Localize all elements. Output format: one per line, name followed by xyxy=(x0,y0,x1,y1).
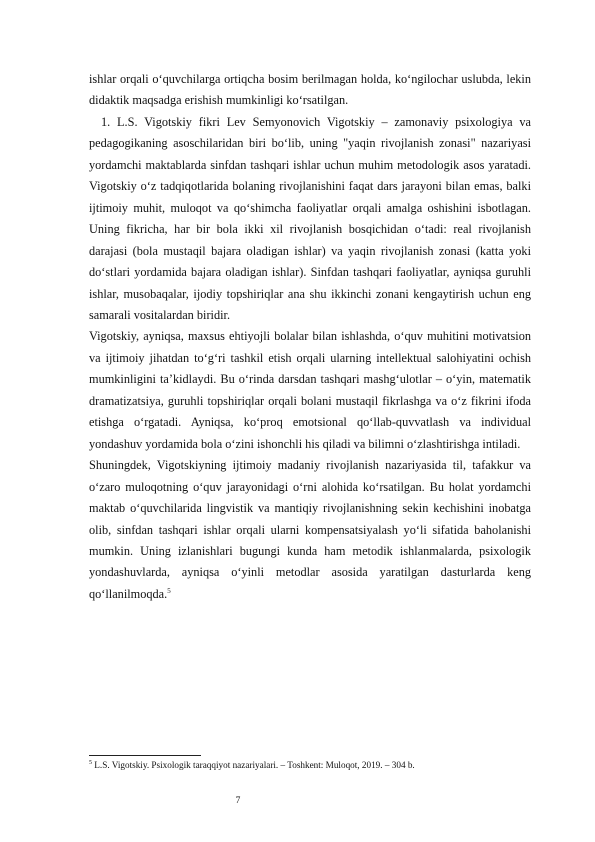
footnote xyxy=(89,759,531,771)
footnote-number: 5 xyxy=(89,759,92,766)
footnote-divider xyxy=(89,755,201,756)
paragraph-sociocultural-theory xyxy=(89,455,531,605)
footnote-text: L.S. Vigotskiy. Psixologik taraqqiyot nazariyalari. – Toshkent: Muloqot, 2019. – 304 b. xyxy=(92,760,415,770)
paragraph-continuation: ishlar orqali o‘quvchilarga ortiqcha bosim berilmagan holda, ko‘ngilochar uslubda, lekin didaktik maqsadga erishish mumkinligi ko‘rsatilgan. xyxy=(89,72,531,108)
page-number: 7 xyxy=(235,796,241,806)
paragraph-vigotskiy-view: 1. L.S. Vigotskiy fikri Lev Semyonovich Vigotskiy – zamonaviy psixologiya va pedagogikaning asoschilaridan biri bo‘lib, uning "yaqin rivojlanish zonasi" nazariyasi yordamchi maktablarda sinfdan tashqari ishlar uchun muhim metodologik asos yaratadi. Vigotskiy o‘z tadqiqotlarida bolaning rivojlanishini faqat dars jarayoni bilan emas, balki ijtimoiy muhit, muloqot va qo‘shimcha faoliyatlar orqali amalga oshishini isbotlagan. Uning fikricha, har bir bola ikki xil rivojlanish bosqichidan o‘tadi: real rivojlanish darajasi (bola mustaqil bajara oladigan ishlar) va yaqin rivojlanish zonasi (katta yoki do‘stlari yordamida bajara oladigan ishlar). Sinfdan tashqari faoliyatlar, ayniqsa guruhli ishlar, musobaqalar, ijodiy topshiriqlar ana shu ikkinchi zonani kengaytirish uchun eng samarali vositalardan biridir. xyxy=(89,114,531,322)
paragraph-special-needs: Vigotskiy, ayniqsa, maxsus ehtiyojli bolalar bilan ishlashda, o‘quv muhitini motivatsion va ijtimoiy jihatdan to‘g‘ri tashkil etish orqali ularning intellektual salohiyatini ochish mumkinligini ta’kidlaydi. Bu o‘rinda darsdan tashqari mashg‘ulotlar – o‘yin, matematik dramatizatsiya, guruhli topshiriqlar orqali bolani mustaqil fikrlashga va o‘z fikrini ifoda etishga o‘rgatadi. Ayniqsa, ko‘proq emotsional qo‘llab-quvvatlash va individual yondashuv yordamida bola o‘zini ishonchli his qiladi va bilimni o‘zlashtirishga intiladi. xyxy=(89,329,531,451)
document-body xyxy=(89,69,531,605)
footnote-reference[interactable]: 5 xyxy=(167,586,171,595)
paragraph-sociocultural-text: Shuningdek, Vigotskiyning ijtimoiy madaniy rivojlanish nazariyasida til, tafakkur va o‘zaro muloqotning o‘quv jarayonidagi o‘rni alohida ko‘rsatilgan. Bu holat yordamchi maktab o‘quvchilarida lingvistik va mantiqiy rivojlanishning sekin kechishini inobatga olib, sinfdan tashqari ishlar orqali ularni kompensatsiyalash yo‘li sifatida baholanishi mumkin. Uning izlanishlari bugungi kunda ham metodik ishlanmalarda, psixologik yondashuvlarda, ayniqsa o‘yinli metodlar asosida yaratilgan dasturlarda keng qo‘llanilmoqda. xyxy=(89,458,531,601)
